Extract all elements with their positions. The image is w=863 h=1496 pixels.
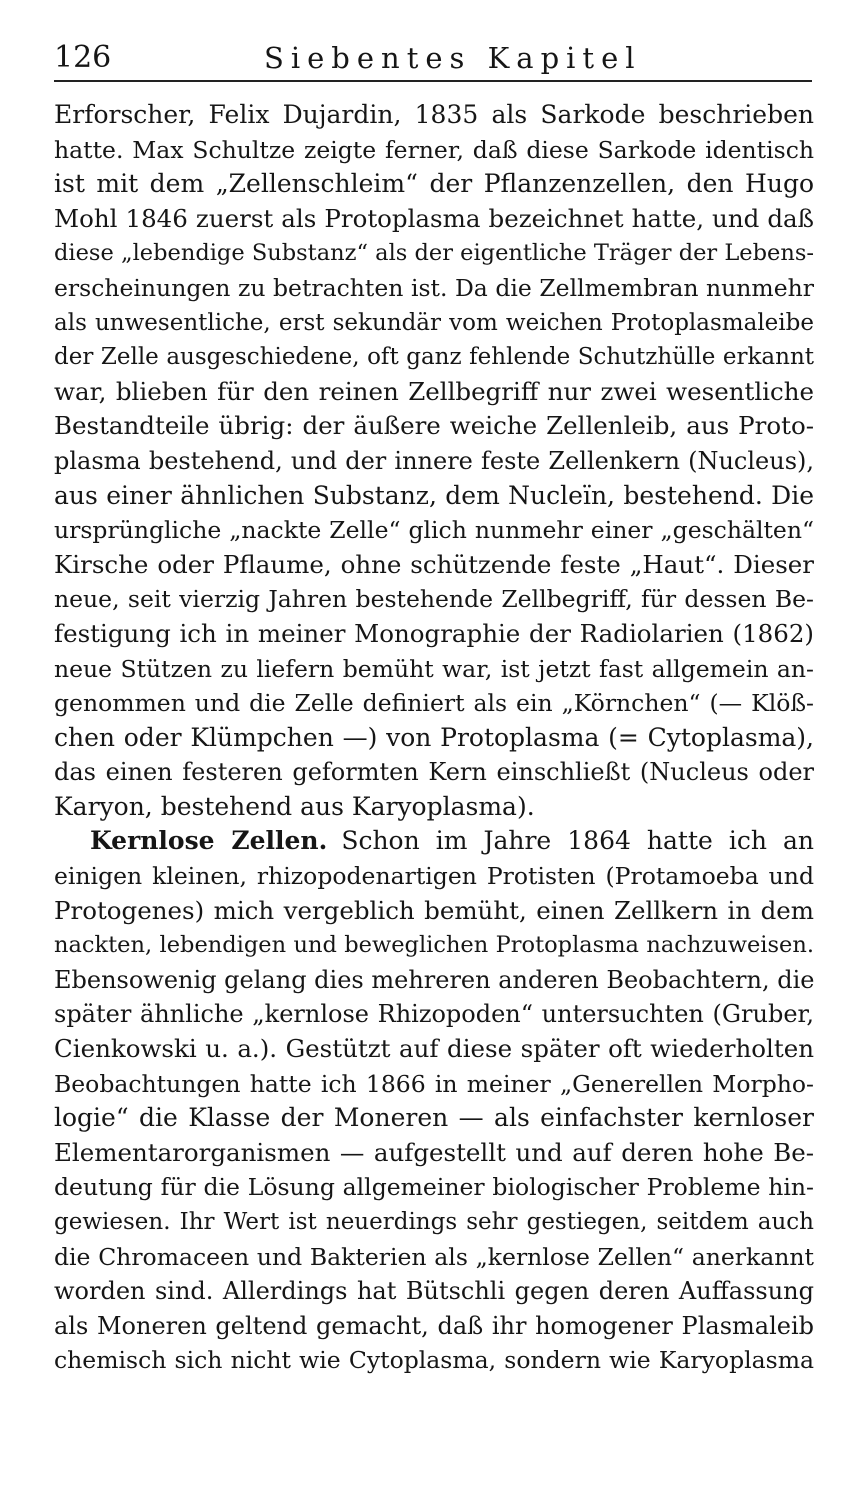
text-line: plasma bestehend, und der innere feste Zellenkern (Nucleus), (54, 446, 814, 475)
body-text (54, 98, 814, 1378)
text-line: einigen kleinen, rhizopodenartigen Protisten (Protamoeba und (54, 862, 814, 891)
text-line: erscheinungen zu betrachten ist. Da die Zellmembran nunmehr (54, 273, 814, 302)
text-line-first (54, 824, 814, 859)
text-line: Elementarorganismen — aufgestellt und auf deren hohe Be- (54, 1137, 814, 1167)
text-line: als Moneren geltend gemacht, daß ihr homogener Plasmaleib (54, 1311, 814, 1340)
text-line: Beobachtungen hatte ich 1866 in meiner „Generellen Morpho- (54, 1069, 814, 1098)
page-number: 126 (54, 40, 112, 75)
text-line: gewiesen. Ihr Wert ist neuerdings sehr gestiegen, seitdem auch (54, 1209, 814, 1235)
text-line: nackten, lebendigen und beweglichen Protoplasma nachzuweisen. (54, 932, 814, 959)
text-line: diese „lebendige Substanz“ als der eigentliche Träger der Lebens- (54, 240, 814, 267)
text-line: war, blieben für den reinen Zellbegriff nur zwei wesentliche (54, 376, 814, 406)
section-heading: Kernlose Zellen. (90, 826, 328, 856)
text-line: ist mit dem „Zellenschleim“ der Pflanzenzellen, den Hugo (54, 169, 814, 199)
text-line: Cienkowski u. a.). Gestützt auf diese später oft wiederholten (54, 1034, 814, 1064)
text-line: deutung für die Lösung allgemeiner biologischer Probleme hin- (54, 1173, 814, 1202)
text-line: Kirsche oder Pflaume, ohne schützende feste „Haut“. Dieser (54, 549, 814, 579)
text-line: Mohl 1846 zuerst als Protoplasma bezeichnet hatte, und daß (54, 203, 814, 233)
paragraph-cell-concept (54, 98, 814, 824)
text-line: aus einer ähnlichen Substanz, dem Nucleïn, bestehend. Die (54, 480, 814, 510)
text-line: hatte. Max Schultze zeigte ferner, daß diese Sarkode identisch (54, 135, 814, 164)
text-line: als unwesentliche, erst sekundär vom weichen Protoplasmaleibe (54, 309, 814, 336)
text-line: Protogenes) mich vergeblich bemüht, einen Zellkern in dem (54, 895, 814, 925)
text-line: Ebensowenig gelang dies mehreren anderen Beobachtern, die (54, 965, 814, 994)
text-line: logie“ die Klasse der Moneren — als einfachster kernloser (54, 1103, 814, 1133)
running-title: Siebentes Kapitel (264, 41, 642, 75)
text-line: chemisch sich nicht wie Cytoplasma, sondern wie Karyoplasma (54, 1346, 814, 1375)
text-line: neue Stützen zu liefern bemüht war, ist jetzt fast allgemein an- (54, 654, 814, 683)
text-line: chen oder Klümpchen —) von Protoplasma (= Cytoplasma), (54, 722, 814, 752)
text-line: die Chromaceen und Bakterien als „kernlose Zellen“ anerkannt (54, 1242, 814, 1271)
text-line: genommen und die Zelle definiert als ein „Körnchen“ (— Klöß- (54, 689, 814, 718)
text-line: der Zelle ausgeschiedene, oft ganz fehlende Schutzhülle erkannt (54, 344, 814, 371)
text-line: Karyon, bestehend aus Karyoplasma). (54, 791, 535, 821)
text-line: worden sind. Allerdings hat Bütschli gegen deren Auffassung (54, 1277, 814, 1306)
text-line: Bestandteile übrig: der äußere weiche Zellenleib, aus Proto- (54, 411, 814, 441)
text-line: festigung ich in meiner Monographie der Radiolarien (1862) (54, 618, 814, 648)
text-line: ursprüngliche „nackte Zelle“ glich nunmehr einer „geschälten“ (54, 516, 814, 545)
paragraph-kernlose-zellen (54, 824, 814, 1378)
text-line: neue, seit vierzig Jahren bestehende Zellbegriff, für dessen Be- (54, 585, 814, 614)
text-line: Erforscher, Felix Dujardin, 1835 als Sarkode beschrieben (54, 100, 814, 129)
text-line: später ähnliche „kernlose Rhizopoden“ untersuchten (Gruber, (54, 1000, 814, 1029)
text-line: das einen festeren geformten Kern einschließt (Nucleus oder (54, 758, 814, 787)
section-first-line-text: Schon im Jahre 1864 hatte ich an (341, 826, 814, 856)
running-head (54, 38, 814, 78)
header-rule (54, 80, 812, 82)
